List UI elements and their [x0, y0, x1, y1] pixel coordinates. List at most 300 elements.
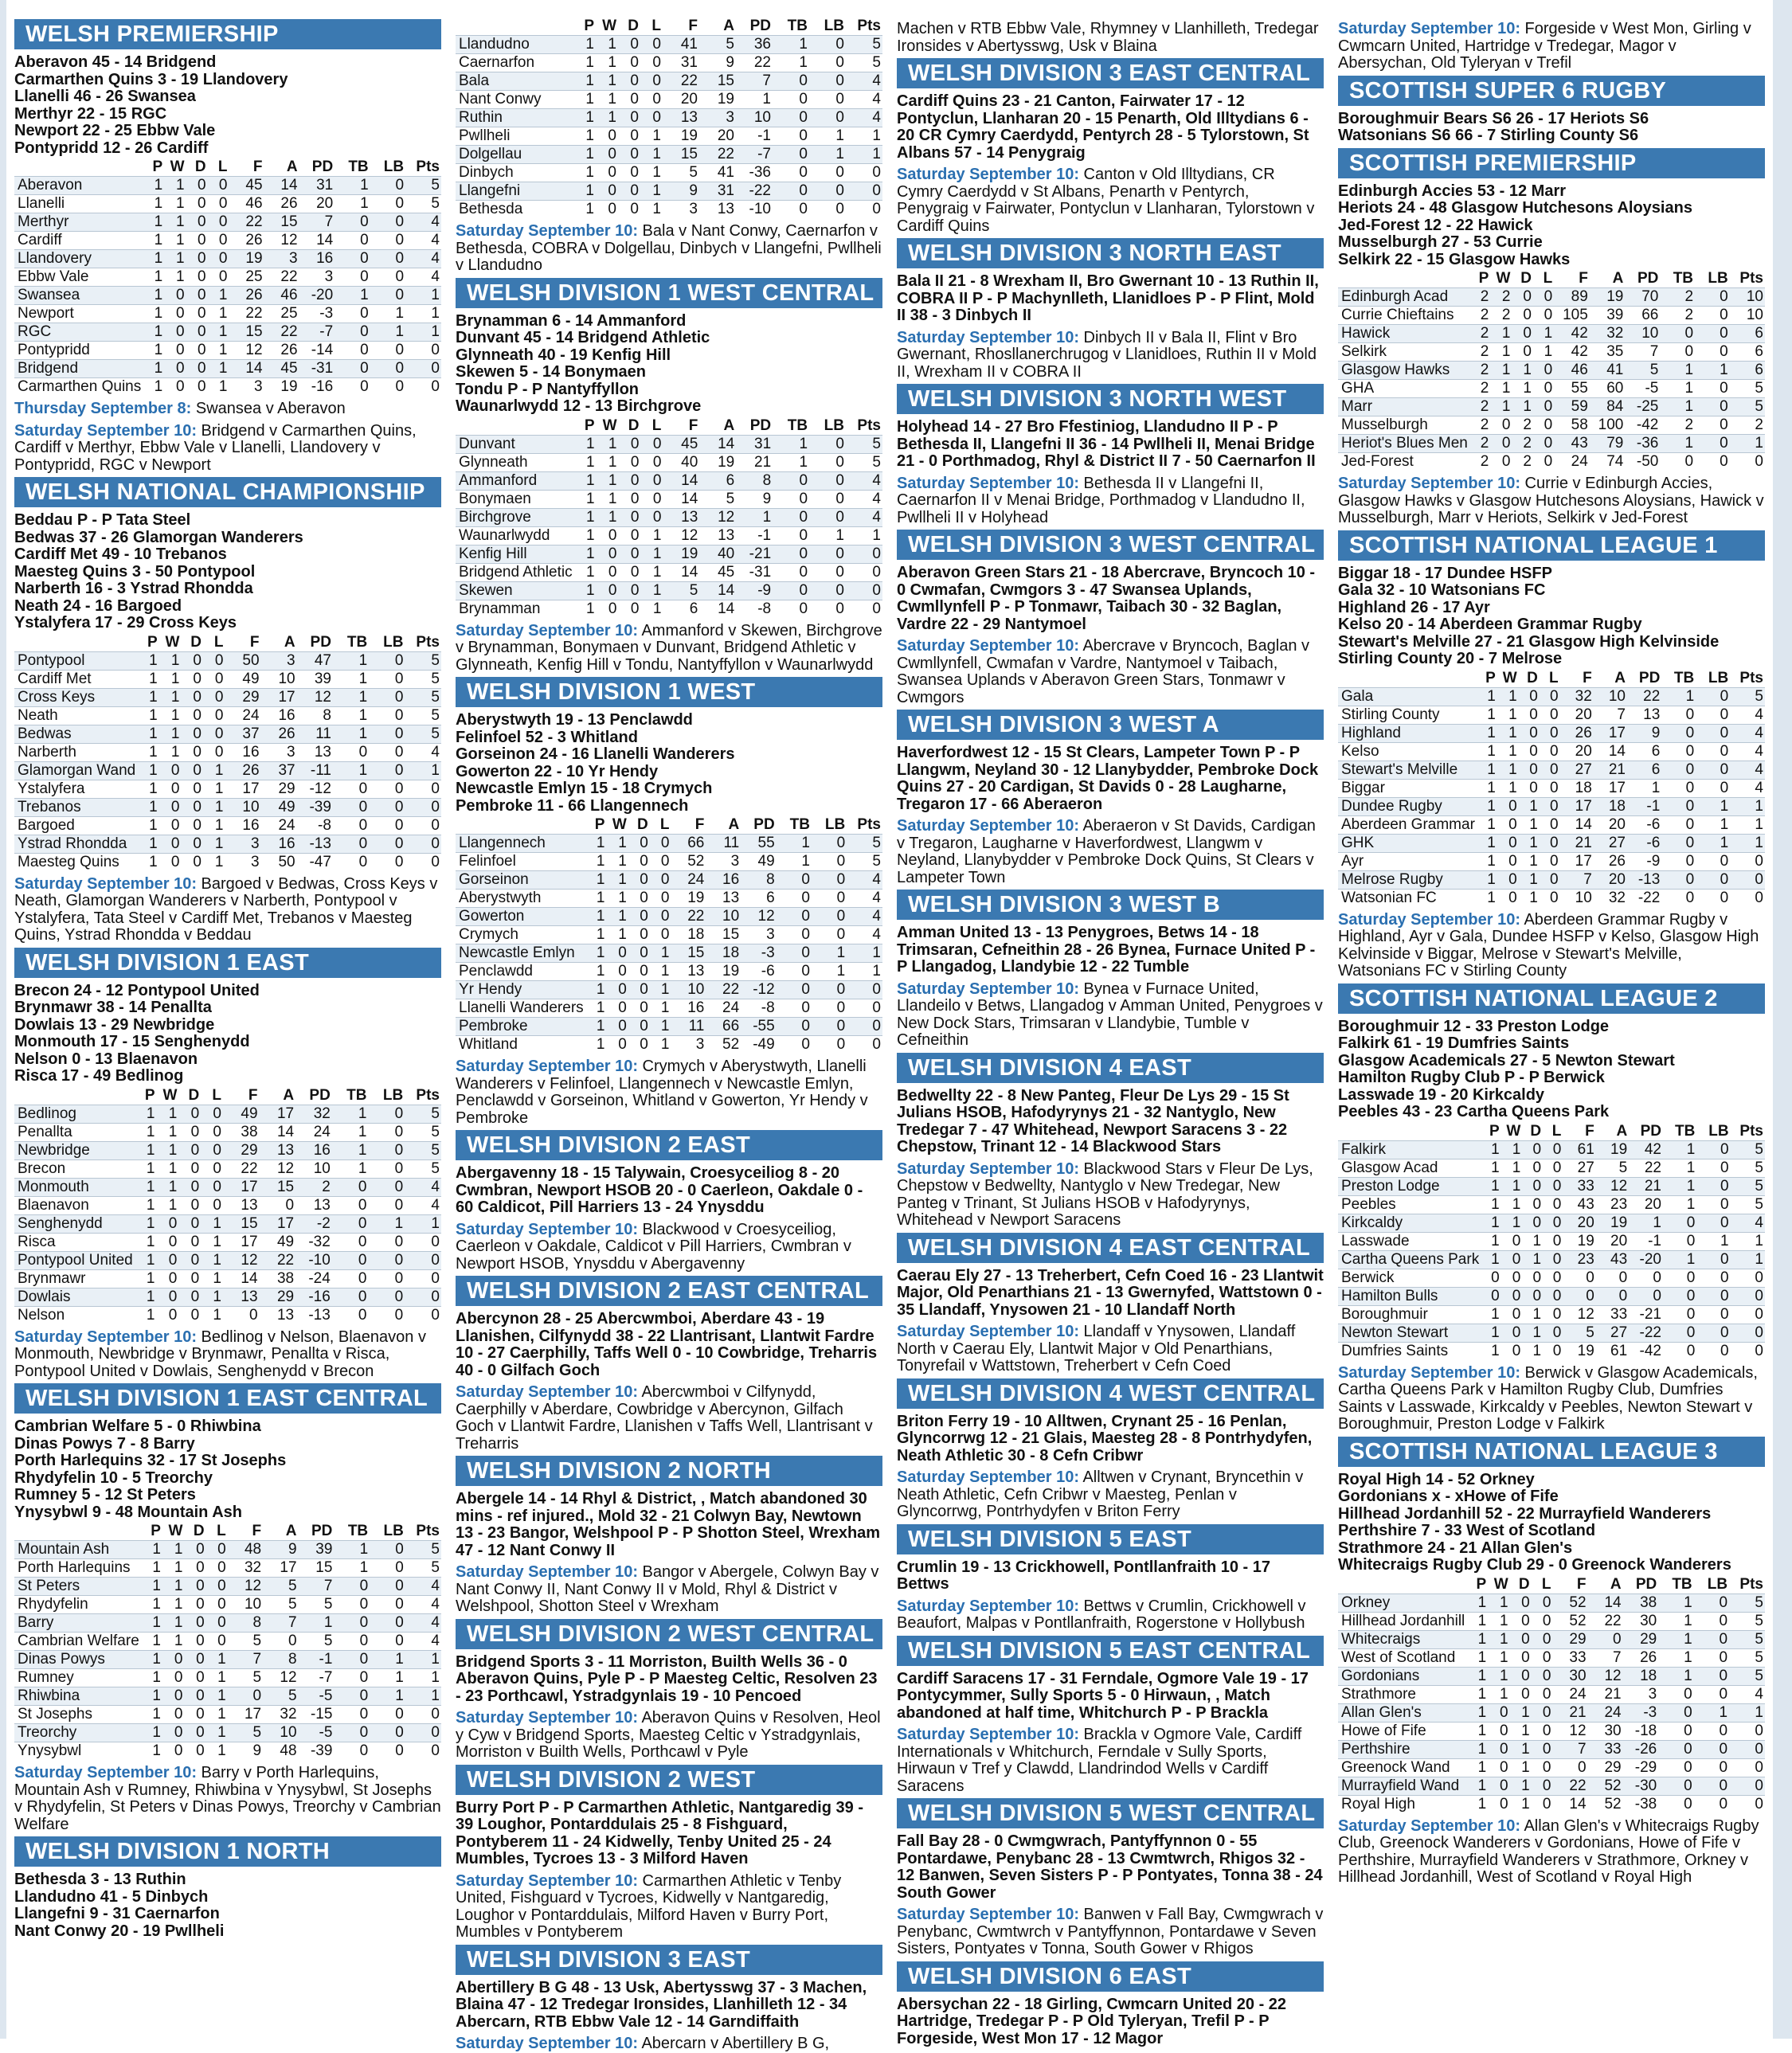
league-header: WELSH DIVISION 3 WEST A — [897, 710, 1324, 740]
stat-cell: -3 — [741, 944, 777, 963]
fixture-date: Saturday September 10: — [456, 621, 638, 639]
result-line: Haverfordwest 12 - 15 St Clears, Lampeter Town P - P Llangwm, Neyland 30 - 12 Llanybydder, Pembroke Dock Quins 27 - 20 Cardigan, St Davids 0 - 28 Laugharne, Tregaron 17 - 66 Aberaeron — [897, 744, 1319, 813]
team-name: Barry — [14, 1614, 141, 1633]
stat-cell: 13 — [260, 1306, 296, 1324]
team-name: Strathmore — [1338, 1685, 1466, 1703]
stat-cell: 17 — [223, 1178, 260, 1196]
stat-cell: 5 — [1729, 1667, 1765, 1685]
stat-cell: 0 — [1543, 1305, 1563, 1324]
stat-cell: 0 — [846, 600, 882, 618]
stat-cell: 0 — [1540, 797, 1560, 815]
stat-cell: 0 — [847, 1018, 882, 1036]
stat-cell: -9 — [1627, 852, 1661, 870]
fixture-text: Aberdeen Grammar Rugby v Highland, Ayr v Gala, Dundee HSFP v Kelso, Glasgow High Kelvinside v Biggar, Melrose v Stewart's Melville, Watsonians FC v Stirling County — [1338, 910, 1759, 980]
team-column-header — [1338, 1123, 1481, 1141]
stat-cell: 0 — [1540, 889, 1560, 907]
stat-cell: 3 — [264, 250, 299, 268]
column-header: P — [1476, 1575, 1487, 1593]
stat-cell: 0 — [1661, 742, 1696, 761]
league-header: SCOTTISH NATIONAL LEAGUE 2 — [1338, 983, 1765, 1014]
stat-cell: 0 — [1490, 435, 1512, 453]
stat-cell: 41 — [699, 164, 736, 182]
stat-cell: 0 — [1488, 1740, 1509, 1758]
stat-cell: 0 — [1532, 1612, 1553, 1630]
stat-cell: 0 — [809, 72, 846, 91]
team-name: Bedwas — [14, 725, 137, 743]
stat-cell: 0 — [1694, 1722, 1729, 1740]
stat-cell: 0 — [178, 1288, 201, 1306]
stat-cell: 0 — [1481, 1287, 1501, 1305]
stat-cell: 84 — [1590, 398, 1626, 416]
stat-cell: 22 — [229, 305, 264, 323]
fixture-date: Saturday September 10: — [14, 1328, 197, 1346]
stat-cell: 1 — [809, 127, 846, 146]
stat-cell: 0 — [369, 835, 405, 853]
stat-cell: 0 — [1540, 834, 1560, 852]
result-line: Neath 24 - 16 Bargoed — [14, 596, 182, 615]
stat-cell: 21 — [1552, 1703, 1587, 1722]
stat-cell: 1 — [143, 250, 164, 268]
stat-cell: 4 — [847, 908, 882, 926]
stat-cell: 1 — [650, 963, 671, 981]
stat-cell: -24 — [295, 1269, 332, 1288]
team-name: Pontypridd — [14, 342, 143, 360]
stat-cell: 1 — [585, 890, 607, 908]
stat-cell: 19 — [671, 890, 706, 908]
stat-cell: 0 — [628, 981, 650, 999]
stat-cell: 1 — [574, 508, 597, 526]
stat-cell: 19 — [229, 250, 264, 268]
table-row — [1338, 724, 1765, 742]
stat-cell: 0 — [405, 1288, 441, 1306]
stat-cell: 0 — [1543, 1232, 1563, 1250]
stat-cell: 49 — [223, 1105, 260, 1123]
stat-cell: -16 — [299, 378, 335, 397]
stat-cell: 12 — [263, 1669, 298, 1687]
fixture-text: Bangor v Abergele, Colwyn Bay v Nant Conwy II, Nant Conwy II v Mold, Rhyl & District v Welshpool, Shotton Steel v Wrexham — [456, 1563, 879, 1615]
stat-cell: 0 — [773, 471, 809, 490]
stat-cell: -8 — [741, 999, 777, 1018]
column-header: A — [723, 18, 734, 34]
stat-cell: 37 — [261, 761, 297, 780]
table-row — [1338, 797, 1765, 815]
stat-cell: 1 — [1660, 362, 1695, 380]
stat-cell: 5 — [846, 435, 882, 453]
table-row — [1338, 1324, 1765, 1342]
stat-cell: 1 — [1731, 1232, 1765, 1250]
stat-cell: 79 — [1590, 435, 1626, 453]
table-row — [14, 1159, 441, 1178]
stat-cell: 5 — [299, 1596, 335, 1614]
stat-cell: 0 — [1696, 687, 1730, 706]
stat-cell: 12 — [1596, 1177, 1629, 1195]
stat-cell: 0 — [1695, 453, 1730, 471]
fixture-line — [456, 623, 882, 675]
table-row — [1338, 1250, 1765, 1269]
fixture-text: Dinbych II v Bala II, Flint v Bro Gwernant, Rhosllanerchrugog v Llanidloes, Ruthin II v Mold II, Wrexham II v COBRA II — [897, 328, 1317, 381]
team-name: Neath — [14, 706, 137, 725]
table-row — [1338, 1594, 1765, 1612]
league-section — [1338, 76, 1765, 145]
stat-cell: 0 — [1533, 307, 1554, 325]
stat-cell: 0 — [1543, 1214, 1563, 1232]
league-section — [14, 477, 441, 944]
team-name: Newbridge — [14, 1141, 135, 1159]
league-header: WELSH DIVISION 2 EAST CENTRAL — [456, 1276, 882, 1306]
stat-cell: 1 — [405, 1651, 441, 1669]
stat-cell: 0 — [203, 743, 225, 761]
stat-cell: 14 — [1560, 815, 1594, 834]
column-header: LB — [1708, 669, 1729, 686]
stat-cell: -5 — [299, 1687, 335, 1706]
stat-cell: 0 — [1497, 797, 1519, 815]
stat-cell: 4 — [405, 1196, 441, 1214]
table-row — [456, 581, 882, 600]
column-header: PD — [309, 1086, 331, 1104]
team-name: Bedlinog — [14, 1105, 135, 1123]
fixture-text: Bedlinog v Nelson, Blaenavon v Monmouth, Newbridge v Brynmawr, Penallta v Risca, Pontypool United v Dowlais, Senghenydd v Brecon — [14, 1328, 426, 1380]
result-line: Bala II 21 - 8 Wrexham II, Bro Gwernant 10 - 13 Ruthin II, COBRA II P - P Machynlleth, Llanidloes P - P Flint, Mold II 38 - 3 Dinbych II — [897, 272, 1319, 324]
column-header: LB — [383, 633, 404, 651]
stat-cell: 29 — [1552, 1630, 1587, 1648]
stat-cell: 1 — [1660, 398, 1695, 416]
stat-cell: 1 — [585, 926, 607, 944]
team-name: Bala — [456, 72, 573, 91]
stat-cell: 0 — [1497, 834, 1519, 852]
stat-cell: 1 — [573, 182, 596, 201]
stat-cell: 1 — [159, 725, 182, 743]
stat-cell: 24 — [295, 1123, 332, 1141]
stat-cell: 29 — [1623, 1630, 1659, 1648]
stat-cell: 0 — [335, 213, 370, 232]
stat-cell: 40 — [699, 545, 736, 563]
fixture-line — [1338, 21, 1765, 72]
stat-cell: 5 — [1563, 1324, 1595, 1342]
column-header: W — [162, 1086, 178, 1104]
table-row — [14, 798, 441, 816]
stat-cell: 0 — [208, 268, 229, 287]
stat-cell: 1 — [143, 287, 164, 305]
stat-cell: 1 — [206, 1687, 228, 1706]
team-name: Orkney — [1338, 1594, 1466, 1612]
stat-cell: 27 — [1594, 834, 1627, 852]
stat-cell: 0 — [619, 453, 641, 471]
stat-cell: 52 — [1588, 1795, 1623, 1813]
league-section — [897, 58, 1324, 235]
stat-cell: 0 — [332, 1269, 369, 1288]
stat-cell: 4 — [1729, 1685, 1765, 1703]
column-header: LB — [824, 18, 844, 34]
stat-cell: 1 — [206, 1742, 228, 1761]
stat-cell: 0 — [405, 1269, 441, 1288]
stat-cell: 0 — [812, 890, 847, 908]
stat-cell: 0 — [1532, 1594, 1553, 1612]
stat-cell: 0 — [203, 688, 225, 706]
stat-cell: 32 — [1594, 889, 1627, 907]
stat-cell: 0 — [1522, 1177, 1543, 1195]
stat-cell: 1 — [640, 127, 663, 146]
stat-cell: 0 — [1696, 1269, 1730, 1287]
stat-cell: 12 — [223, 1251, 260, 1269]
stat-cell: 1 — [333, 651, 369, 670]
stat-cell: 0 — [1543, 1269, 1563, 1287]
column-header: LB — [383, 158, 405, 175]
stat-cell: 4 — [405, 213, 441, 232]
result-line: Llandudno 41 - 5 Dinbych — [14, 1887, 209, 1906]
stat-cell: 1 — [1519, 797, 1540, 815]
league-table — [1338, 1576, 1765, 1813]
result-line: Bedwellty 22 - 8 New Panteg, Fleur De Lys 29 - 15 St Julians HSOB, Hafodyrynys 21 - 32 Nantyglo, New Tredegar 7 - 47 Whitehead, Newport Saracens 3 - 22 Chepstow, Trinant 12 - 14 Blackwood Stars — [897, 1086, 1289, 1156]
stat-cell: 6 — [699, 471, 736, 490]
stat-cell: 22 — [264, 323, 299, 342]
table-row — [456, 944, 882, 963]
stat-cell: 12 — [264, 232, 299, 250]
table-header-row — [1338, 1576, 1765, 1594]
stat-cell: 1 — [1730, 834, 1765, 852]
stat-cell: 1 — [1533, 325, 1554, 343]
stat-cell: 1 — [1497, 724, 1519, 742]
stat-cell: 0 — [186, 195, 208, 213]
table-row — [14, 835, 441, 853]
stat-cell: 1 — [574, 600, 597, 618]
table-row — [14, 688, 441, 706]
stat-cell: 0 — [596, 127, 618, 146]
stat-cell: 1 — [333, 670, 369, 688]
stat-cell: 1 — [1481, 1177, 1501, 1195]
stat-cell: 1 — [1481, 1324, 1501, 1342]
stat-cell: 0 — [369, 1251, 405, 1269]
league-header: WELSH DIVISION 3 NORTH EAST — [897, 238, 1324, 268]
fixture-text: Forgeside v West Mon, Girling v Cwmcarn United, Hartridge v Tredegar, Magor v Abersychan, Old Tyleryan v Trefil — [1338, 20, 1751, 72]
stat-cell: 1 — [137, 651, 159, 670]
stat-cell: 24 — [706, 999, 741, 1018]
fixture-line — [14, 401, 441, 418]
stat-cell: 9 — [699, 54, 736, 72]
table-header-row — [1338, 670, 1765, 688]
league-section — [1338, 148, 1765, 527]
fixture-date: Saturday September 10: — [14, 1764, 197, 1781]
stat-cell: 0 — [1488, 1703, 1509, 1722]
stat-cell: 11 — [706, 835, 741, 853]
stat-cell: 0 — [332, 1306, 369, 1324]
stat-cell: 0 — [184, 1578, 205, 1596]
stat-cell: 1 — [157, 1141, 179, 1159]
stat-cell: 10 — [1730, 307, 1765, 325]
team-name: Peebles — [1338, 1195, 1481, 1214]
stat-cell: 1 — [1696, 815, 1730, 834]
stat-cell: 0 — [1695, 380, 1730, 398]
league-header: WELSH DIVISION 1 WEST — [456, 677, 882, 707]
stat-cell: 0 — [1730, 870, 1765, 889]
stat-cell: 2 — [1512, 416, 1533, 435]
stat-cell: 31 — [663, 54, 699, 72]
column-header: W — [612, 816, 627, 833]
stat-cell: 0 — [618, 54, 640, 72]
stat-cell: 40 — [663, 453, 699, 471]
table-row — [14, 1269, 441, 1288]
stat-cell: 0 — [1660, 453, 1695, 471]
stat-cell: 1 — [847, 963, 882, 981]
team-name: Bonymaen — [456, 490, 574, 508]
stat-cell: -5 — [1625, 380, 1660, 398]
fixture-line — [1338, 1818, 1765, 1887]
fixture-text: Allan Glen's v Whitecraigs Rugby Club, Greenock Wanderers v Gordonians, Howe of Fife v Perthshire, Murrayfield Wanderers v Strathmore, Orkney v Hillhead Jordanhill, West of Scotland v Royal High — [1338, 1816, 1759, 1886]
column-header: F — [1576, 1575, 1587, 1593]
stat-cell: 1 — [846, 127, 882, 146]
column-header: D — [193, 1523, 205, 1539]
stat-cell: -1 — [1627, 797, 1661, 815]
stat-cell: 1 — [143, 213, 164, 232]
stat-cell: 0 — [405, 1742, 441, 1761]
stat-cell: 10 — [225, 798, 260, 816]
column-header: F — [688, 18, 698, 34]
fixture-text: Carmarthen Athletic v Tenby United, Fishguard v Tycroes, Kidwelly v Nantgaredig, Loughor v Pontarddulais, Milford Haven v Burry Port, Mumbles v Pontyberem — [456, 1871, 842, 1941]
stat-cell: 0 — [846, 563, 882, 581]
table-row — [14, 1596, 441, 1614]
stat-cell: 1 — [135, 1306, 157, 1324]
stat-cell: 0 — [369, 743, 405, 761]
stat-cell: 0 — [777, 890, 812, 908]
stat-cell: 0 — [335, 360, 370, 378]
stat-cell: 1 — [736, 91, 773, 109]
stat-cell: 0 — [619, 490, 641, 508]
stat-cell: -50 — [1625, 453, 1660, 471]
stat-cell: 1 — [135, 1269, 157, 1288]
table-row — [1338, 1305, 1765, 1324]
stat-cell: 0 — [1695, 288, 1730, 307]
stat-cell: 0 — [1532, 1722, 1553, 1740]
fixture-line — [897, 818, 1324, 886]
stat-cell: 0 — [1729, 1722, 1765, 1740]
result-line: Watsonians S6 66 - 7 Stirling County S6 — [1338, 127, 1639, 144]
table-row — [14, 1288, 441, 1306]
stat-cell: 7 — [263, 1614, 298, 1633]
column-header: PD — [1637, 270, 1659, 287]
stat-cell: 1 — [1481, 1342, 1501, 1360]
stat-cell: 0 — [1629, 1287, 1663, 1305]
stat-cell: 0 — [606, 944, 628, 963]
stat-cell: 0 — [1532, 1648, 1553, 1667]
stat-cell: 4 — [405, 1578, 441, 1596]
stat-cell: 13 — [260, 1141, 296, 1159]
team-name: Biggar — [1338, 779, 1477, 797]
stat-cell: 1 — [164, 232, 186, 250]
stat-cell: 1 — [1490, 343, 1512, 362]
table-row — [14, 1614, 441, 1633]
stat-cell: 0 — [1512, 307, 1533, 325]
stat-cell: 1 — [141, 1578, 162, 1596]
result-line: Abergavenny 18 - 15 Talywain, Croesyceiliog 8 - 20 Cwmbran, Newport HSOB 20 - 0 Caerleon, Oakdale 0 - 60 Caldicot, Pill Harriers 13 - 24 Ynysddu — [456, 1164, 863, 1216]
stat-cell: 0 — [619, 508, 641, 526]
stat-cell: 0 — [650, 890, 671, 908]
stat-cell: 0 — [1512, 288, 1533, 307]
fixture-line — [456, 1384, 882, 1453]
result-line: Porth Harlequins 32 - 17 St Josephs — [14, 1452, 287, 1469]
stat-cell: 0 — [809, 435, 846, 453]
stat-cell: 20 — [1560, 706, 1594, 724]
stat-cell: 14 — [1552, 1795, 1587, 1813]
column-header: LB — [1707, 1575, 1728, 1593]
team-name: Stirling County — [1338, 706, 1477, 724]
stat-cell: 0 — [1540, 815, 1560, 834]
team-name: Brecon — [14, 1159, 135, 1178]
stat-cell: 0 — [334, 1651, 370, 1669]
stat-cell: 7 — [1560, 870, 1594, 889]
table-row — [456, 109, 882, 127]
stat-cell: 0 — [370, 232, 405, 250]
fixture-text: Aberavon Quins v Resolven, Heol y Cyw v Bridgend Sports, Maesteg Celtic v Ystradgynlais, Morriston v Builth Wells, Porthcawl v Pyle — [456, 1709, 881, 1761]
stat-cell: 1 — [1519, 889, 1540, 907]
stat-cell: 0 — [181, 706, 203, 725]
fixture-date: Saturday September 10: — [1338, 910, 1520, 929]
column-header: F — [688, 416, 698, 434]
stat-cell: 0 — [597, 581, 619, 600]
stat-cell: 16 — [261, 706, 297, 725]
stat-cell: 0 — [1663, 1287, 1696, 1305]
stat-cell: 1 — [164, 268, 186, 287]
stat-cell: 8 — [736, 471, 773, 490]
league-header: WELSH DIVISION 1 EAST CENTRAL — [14, 1383, 441, 1414]
stat-cell: 0 — [773, 109, 809, 127]
league-section — [456, 1130, 882, 1273]
stat-cell: 1 — [597, 471, 619, 490]
stat-cell: 17 — [1594, 779, 1627, 797]
table-row — [1338, 325, 1765, 343]
table-row — [456, 871, 882, 890]
league-header: SCOTTISH NATIONAL LEAGUE 1 — [1338, 530, 1765, 561]
column-header: F — [248, 1086, 258, 1104]
team-name: Trebanos — [14, 798, 137, 816]
stat-cell: 0 — [1543, 1159, 1563, 1177]
league-header: WELSH DIVISION 3 NORTH WEST — [897, 384, 1324, 414]
stat-cell: 21 — [1594, 761, 1627, 779]
stat-cell: 0 — [1658, 1722, 1693, 1740]
stat-cell: 21 — [1629, 1177, 1663, 1195]
stat-cell: 30 — [1552, 1667, 1587, 1685]
stat-cell: 38 — [1623, 1594, 1659, 1612]
stat-cell: 0 — [159, 853, 182, 871]
stat-cell: 4 — [846, 72, 882, 91]
stat-cell: 15 — [699, 72, 736, 91]
stat-cell: 4 — [405, 1596, 441, 1614]
column-header: P — [584, 18, 594, 34]
fixture-date: Saturday September 10: — [897, 980, 1079, 998]
stat-cell: 4 — [405, 232, 441, 250]
stat-cell: 20 — [663, 91, 699, 109]
stat-cell: 3 — [225, 835, 260, 853]
stat-cell: 1 — [405, 287, 441, 305]
stat-cell: 1 — [596, 54, 618, 72]
column-header: TB — [1673, 270, 1694, 287]
team-name: Glasgow Acad — [1338, 1159, 1481, 1177]
stat-cell: 1 — [137, 853, 159, 871]
result-line: Perthshire 7 - 33 West of Scotland — [1338, 1522, 1596, 1539]
stat-cell: 0 — [606, 963, 628, 981]
result-line: Carmarthen Quins 3 - 19 Llandovery — [14, 70, 288, 88]
stat-cell: 0 — [370, 195, 405, 213]
stat-cell: 21 — [1588, 1685, 1623, 1703]
stat-cell: 1 — [1731, 1250, 1765, 1269]
stat-cell: 0 — [847, 981, 882, 999]
stat-cell: 1 — [1510, 1758, 1532, 1777]
stat-cell: 0 — [1696, 779, 1730, 797]
stat-cell: 13 — [223, 1196, 260, 1214]
stat-cell: -20 — [299, 287, 335, 305]
stat-cell: -38 — [1623, 1795, 1659, 1813]
stat-cell: 1 — [812, 944, 847, 963]
team-name: Llandudno — [456, 36, 573, 54]
stat-cell: 3 — [741, 926, 777, 944]
